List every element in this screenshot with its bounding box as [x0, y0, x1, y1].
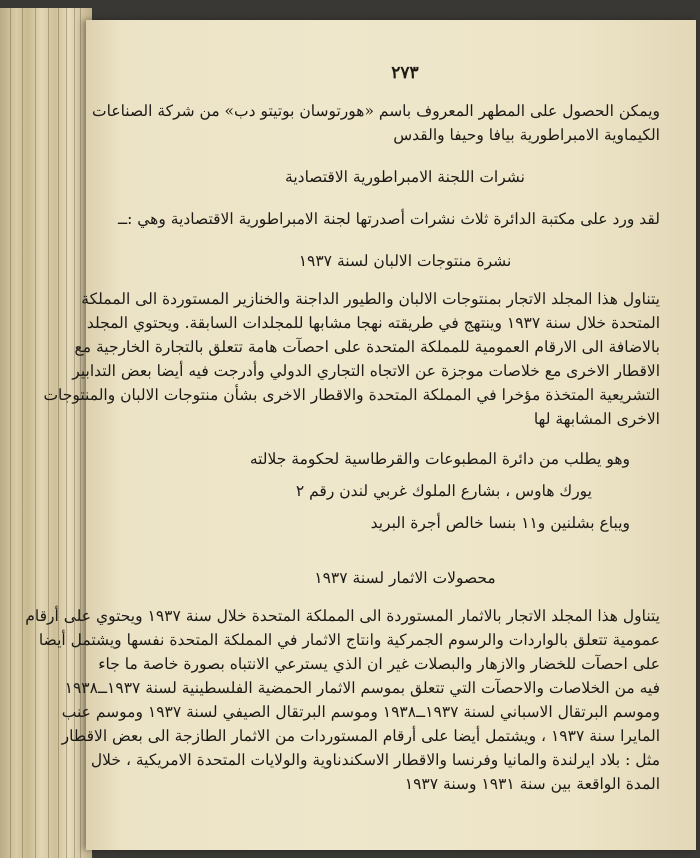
page-number: ٢٧٣: [391, 63, 419, 83]
page-content: [25, 20, 660, 850]
body-text: لقد ورد على مكتبة الدائرة ثلاث نشرات أصدرتها لجنة الامبراطورية الاقتصادية وهي :ــ: [118, 210, 660, 228]
paragraph-line: مثل : بلاد ايرلندة والمانيا وفرنسا والاقطار الاسكندناوية والولايات المتحدة الامريكية ، خلال: [90, 751, 660, 769]
paragraph-line: التشريعية المتخذة مؤخرا في المملكة المتحدة والاقطار الاخرى بشأن منتوجات الالبان والمنتوجات: [43, 386, 660, 404]
paragraph-line: عمومية تتعلق بالواردات والرسوم الجمركية وانتاج الاثمار في المملكة المتحدة نفسها ويشتمل أيضا: [38, 631, 660, 649]
paragraph-line: الاخرى المشابهة لها: [533, 410, 660, 428]
paragraph-line: المايرا سنة ١٩٣٧ ، ويشتمل أيضا على أرقام المستوردات من الاثمار الطازجة الى بعض الاقطار: [61, 727, 660, 745]
paragraph-line: على احصآت للخضار والازهار والبصلات غير ان الذي يسترعي الانتباه بصورة خاصة ما جاء: [98, 655, 660, 673]
paragraph-line: يتناول هذا المجلد الاتجار بالاثمار المستوردة الى المملكة المتحدة خلال سنة ١٩٣٧ ويحتوي على أرقام: [25, 607, 660, 625]
section-heading: محصولات الاثمار لسنة ١٩٣٧: [314, 569, 496, 587]
availability-line: يورك هاوس ، بشارع الملوك غربي لندن رقم ٢: [295, 482, 592, 500]
paragraph-line: فيه من الخلاصات والاحصآت التي تتعلق بموسم الاثمار الحمضية الفلسطينية لسنة ١٩٣٧ــ١٩٣٨: [64, 679, 660, 697]
intro-line: الكيماوية الامبراطورية بيافا وحيفا والقدس: [393, 126, 660, 144]
availability-line: وهو يطلب من دائرة المطبوعات والقرطاسية لحكومة جلالته: [249, 450, 630, 468]
paragraph-line: المدة الواقعة بين سنة ١٩٣١ وسنة ١٩٣٧: [404, 775, 660, 793]
availability-line: ويباع بشلنين و١١ بنسا خالص أجرة البريد: [370, 514, 630, 532]
document-page: [25, 20, 696, 850]
paragraph-line: الاقطار الاخرى مع خلاصات موجزة عن الاتجاه التجاري الدولي وأدرجت فيه أيضا بعض التدابير: [72, 362, 660, 380]
paragraph-line: بالاضافة الى الارقام العمومية للمملكة المتحدة على احصآت هامة تتعلق بالتجارة الخارجية مع: [74, 338, 660, 356]
intro-line: ويمكن الحصول على المطهر المعروف باسم «هورتوسان بوتيتو دب» من شركة الصناعات: [92, 102, 660, 120]
paragraph-line: يتناول هذا المجلد الاتجار بمنتوجات الالبان والطيور الداجنة والخنازير المستوردة الى المملكة: [81, 290, 660, 308]
paragraph-line: وموسم البرتقال الاسباني لسنة ١٩٣٧ــ١٩٣٨ وموسم البرتقال الصيفي لسنة ١٩٣٧ وموسم عنب: [61, 703, 660, 721]
paragraph-line: المتحدة خلال سنة ١٩٣٧ وينتهج في طريقته نهجا مشابها للمجلدات السابقة. ويحتوي المجلد: [86, 314, 660, 332]
section-heading: نشرة منتوجات الالبان لسنة ١٩٣٧: [298, 252, 512, 270]
section-heading: نشرات اللجنة الامبراطورية الاقتصادية: [285, 168, 525, 186]
